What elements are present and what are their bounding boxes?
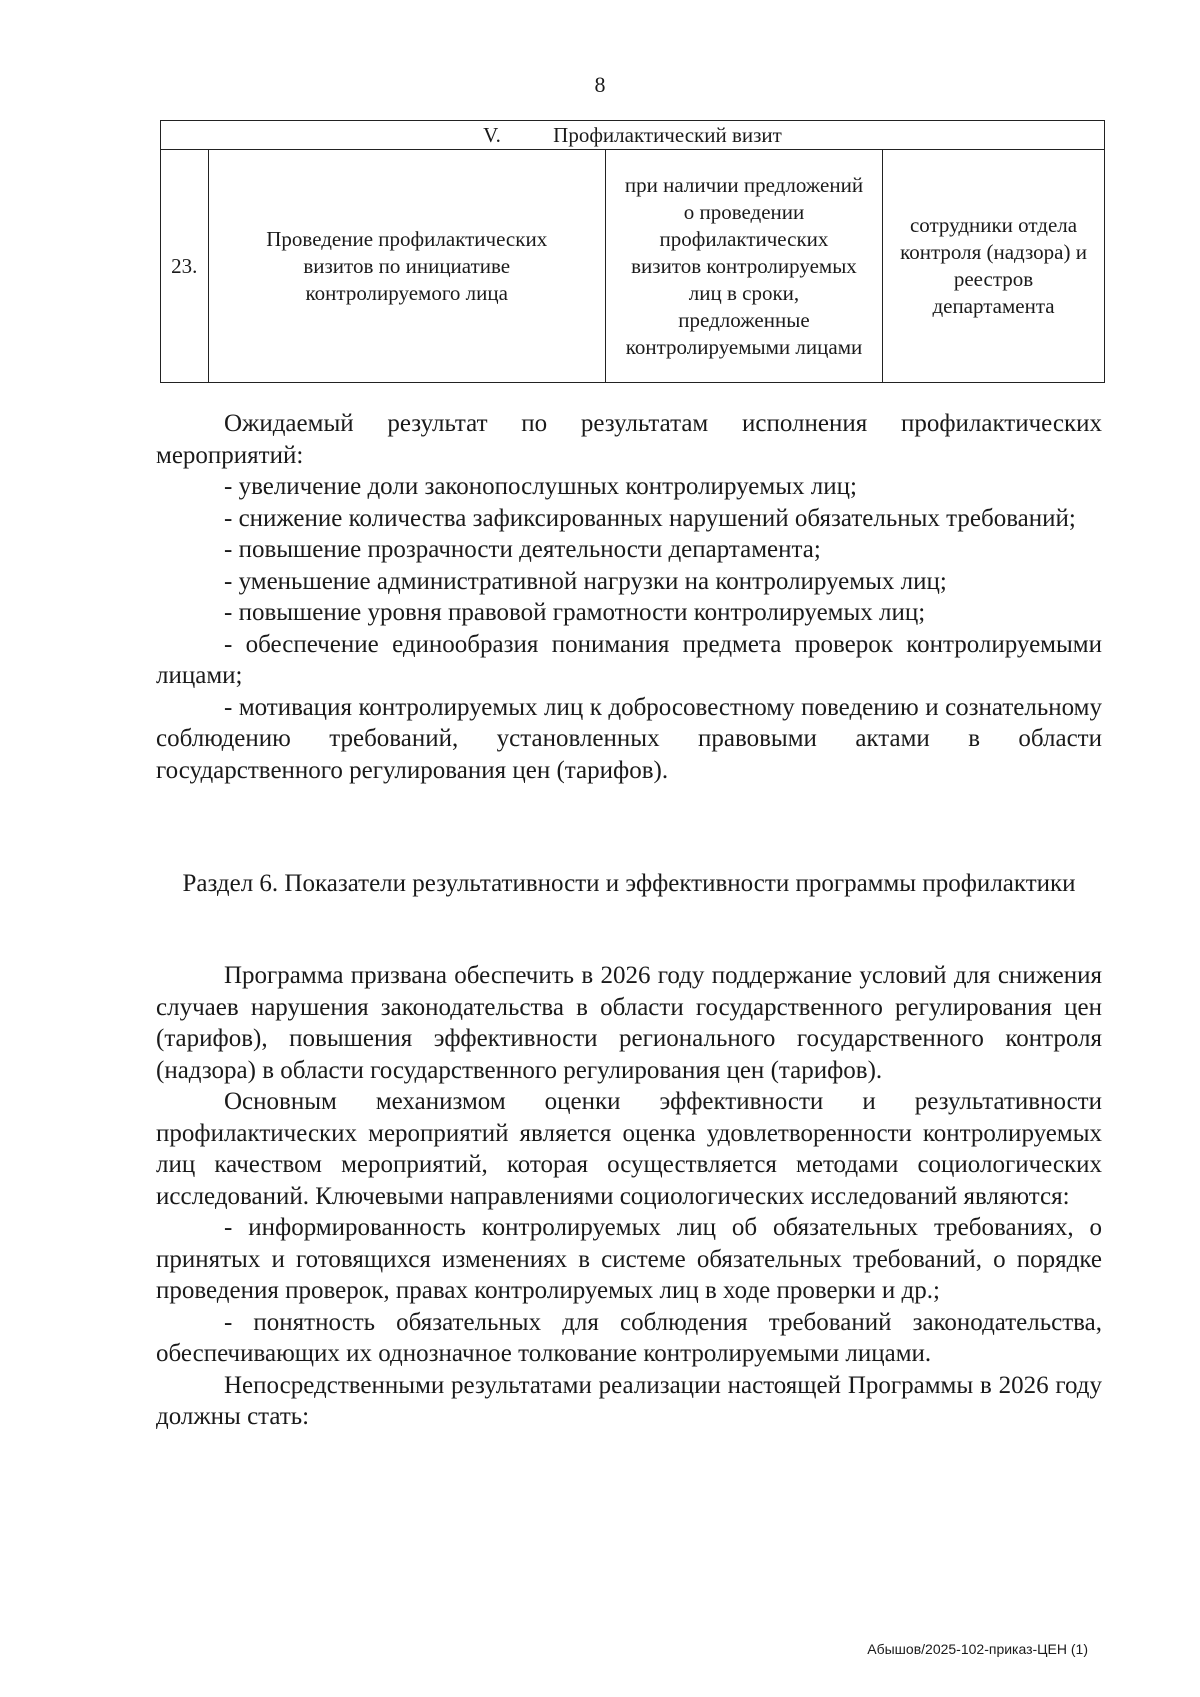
table-section-row [161,121,1105,150]
paragraph: Основным механизмом оценки эффективности и результативности профилактических мероприятий является оценка удовлетворенности контролируемых лиц качеством мероприятий, которая осуществляется методами социологических исследований. Ключевыми направлениями социологических исследований являются: [156,1088,1102,1210]
paragraph: Программа призвана обеспечить в 2026 году поддержание условий для снижения случаев нарушения законодательства в области государственного регулирования цен (тарифов), повышения эффективности регионального государственного контроля (надзора) в области государственного регулирования цен (тарифов). [156,962,1102,1084]
page-number: 8 [594,72,606,97]
prevention-table [160,120,1105,383]
list-item: - обеспечение единообразия понимания предмета проверок контролируемыми лицами; [156,630,1102,689]
table-section-cell [161,121,1105,150]
table-row [161,150,1105,383]
row-event: Проведение профилактических визитов по инициативе контролируемого лица [208,150,605,383]
section6-body [156,960,1102,1433]
list-item: - уменьшение административной нагрузки на контролируемых лиц; [224,567,947,595]
list-item: - повышение прозрачности деятельности департамента; [224,536,821,563]
document-code: Абышов/2025-102-приказ-ЦЕН (1) [867,1641,1088,1657]
list-item: - мотивация контролируемых лиц к добросовестному поведению и сознательному соблюдению требований, установленных правовыми актами в области государственного регулирования цен (тарифов). [156,693,1102,784]
list-item: - увеличение доли законопослушных контролируемых лиц; [224,473,857,500]
list-item: - понятность обязательных для соблюдения требований законодательства, обеспечивающих их однозначное толкование контролируемыми лицами. [156,1308,1102,1367]
expected-result-intro: Ожидаемый результат по результатам исполнения профилактических мероприятий: [156,410,1102,469]
paragraph: Непосредственными результатами реализации настоящей Программы в 2026 году должны стать: [156,1371,1102,1430]
row-responsible: сотрудники отдела контроля (надзора) и реестров департамента [883,150,1105,383]
row-number: 23. [161,150,209,383]
list-item: - снижение количества зафиксированных нарушений обязательных требований; [224,504,1076,532]
expected-result-block [156,408,1102,786]
section-number: V. [483,122,501,147]
row-term: при наличии предложений о проведении профилактических визитов контролируемых лиц в сроки, предложенные контролируемыми лицами [605,150,882,383]
list-item: - повышение уровня правовой грамотности контролируемых лиц; [224,599,926,626]
section-heading: Раздел 6. Показатели результативности и эффективности программы профилактики [182,870,1076,897]
section-title: Профилактический визит [553,122,782,147]
list-item: - информированность контролируемых лиц об обязательных требованиях, о принятых и готовящихся изменениях в системе обязательных требований, о порядке проведения проверок, правах контролируемых лиц в ходе проверки и др.; [156,1214,1102,1304]
